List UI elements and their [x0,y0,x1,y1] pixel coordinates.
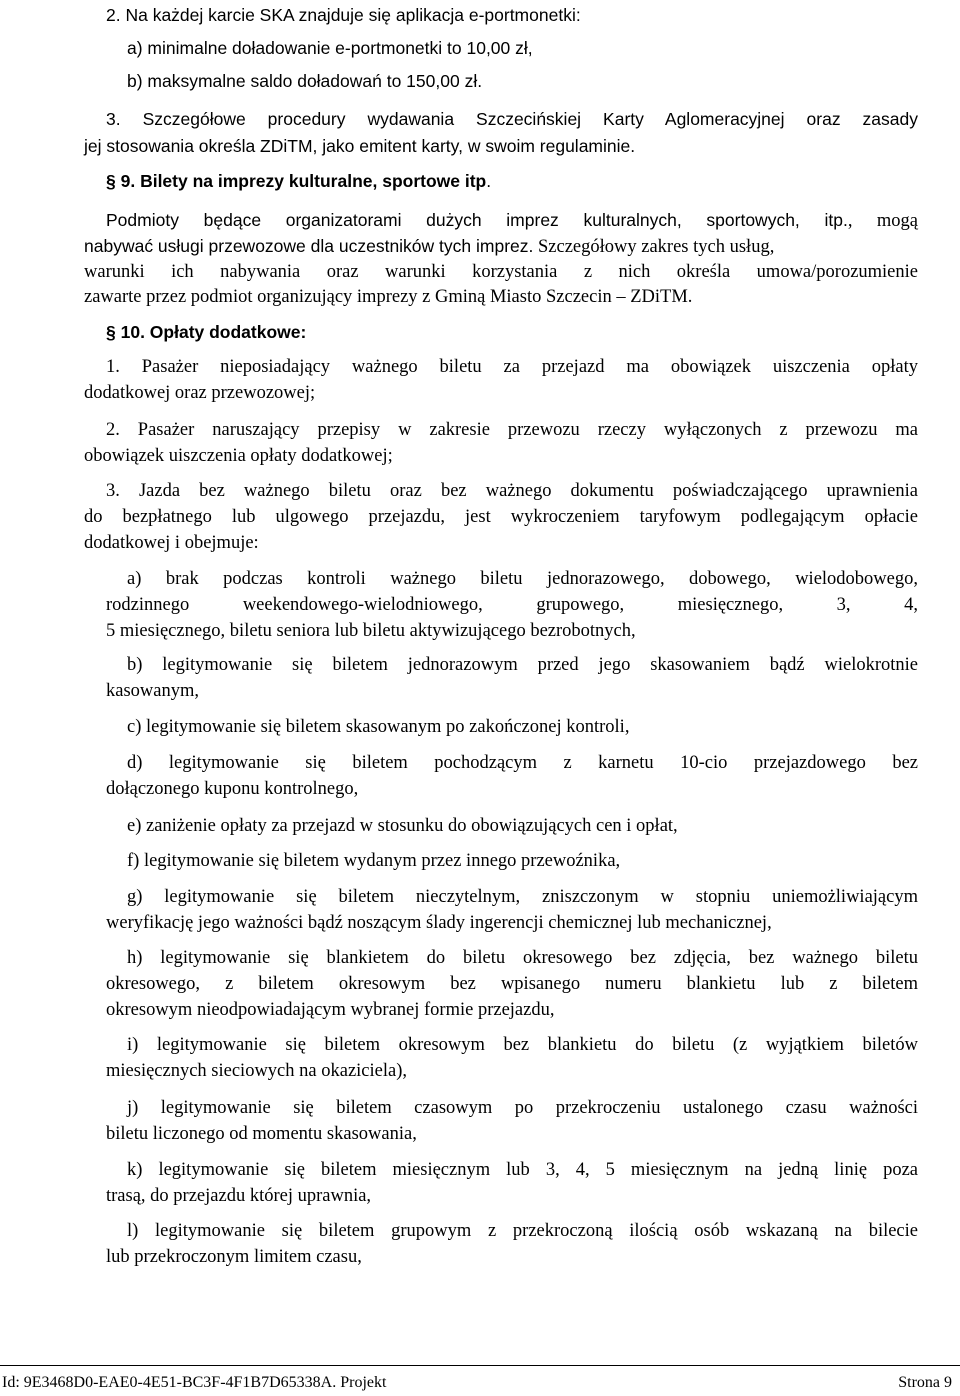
subitem-i-line1: i) legitymowanie się biletem okresowym bez blankietu do biletu (z wyjątkiem biletów [127,1035,918,1055]
point-2a-text: a) minimalne doładowanie e-portmonetki to 10,00 zł, [127,38,533,58]
item-2-line1: 2. Pasażer naruszający przepisy w zakresie przewozu rzeczy wyłączonych z przewozu ma [106,420,918,440]
subitem-h-line3: okresowym nieodpowiadającym wybranej formie przejazdu, [106,1000,555,1020]
point-3-line2: jej stosowania określa ZDiTM, jako emitent karty, w swoim regulaminie. [84,136,636,156]
section-10-heading: § 10. Opłaty dodatkowe: [106,322,307,342]
section-9-heading: § 9. Bilety na imprezy kulturalne, sportowe itp. [106,171,492,191]
subitem-g-line2: weryfikację jego ważności bądź noszącym ślady ingerencji chemicznej lub mechanicznej, [106,913,772,933]
subitem-a-line3: 5 miesięcznego, biletu seniora lub biletu aktywizującego bezrobotnych, [106,621,636,641]
subitem-d-line1: d) legitymowanie się biletem pochodzącym z karnetu 10-cio przejazdowego bez [127,753,918,773]
subitem-g-line1: g) legitymowanie się biletem nieczytelnym, zniszczonym w stopniu uniemożliwiającym [127,887,918,907]
section-9-para-line3: warunki ich nabywania oraz warunki korzystania z nich określa umowa/porozumienie [84,262,918,282]
subitem-h-line2: okresowego, z biletem okresowym bez wpisanego numeru blankietu lub z biletem [106,974,918,994]
section-sign: § [106,171,121,191]
subitem-k-line2: trasą, do przejazdu której uprawnia, [106,1186,372,1206]
item-1-line2: dodatkowej oraz przewozowej; [84,383,316,403]
subitem-i-line2: miesięcznych sieciowych na okaziciela), [106,1061,407,1081]
section-sign: § [106,322,121,342]
item-2-line2: obowiązek uiszczenia opłaty dodatkowej; [84,446,393,466]
subitem-a-line2: rodzinnego weekendowego-wielodniowego, grupowego, miesięcznego, 3, 4, [106,595,918,615]
section-9-para-line2: nabywać usługi przewozowe dla uczestników tych imprez. Szczegółowy zakres tych usług, [84,236,775,257]
item-3-line1: 3. Jazda bez ważnego biletu oraz bez ważnego dokumentu poświadczającego uprawnienia [106,481,918,501]
item-1-line1: 1. Pasażer nieposiadający ważnego biletu za przejazd ma obowiązek uiszczenia opłaty [106,357,918,377]
subitem-d-line2: dołączonego kuponu kontrolnego, [106,779,359,799]
footer-divider [0,1365,960,1366]
point-2-text: 2. Na każdej karcie SKA znajduje się aplikacja e-portmonetki: [106,5,581,25]
section-9-para-line4: zawarte przez podmiot organizujący imprezy z Gminą Miasto Szczecin – ZDiTM. [84,287,693,307]
subitem-l-line1: l) legitymowanie się biletem grupowym z przekroczoną ilością osób wskazaną na bilecie [127,1221,918,1241]
subitem-h-line1: h) legitymowanie się blankietem do biletu okresowego bez zdjęcia, bez ważnego biletu [127,948,918,968]
subitem-k-line1: k) legitymowanie się biletem miesięcznym lub 3, 4, 5 miesięcznym na jedną linię poza [127,1160,918,1180]
subitem-b-line1: b) legitymowanie się biletem jednorazowym przed jego skasowaniem bądź wielokrotnie [127,655,918,675]
subitem-b-line2: kasowanym, [106,681,199,701]
footer-page-number: Strona 9 [898,1374,952,1391]
item-3-line2: do bezpłatnego lub ulgowego przejazdu, jest wykroczeniem taryfowym podlegającym opłacie [84,507,918,527]
subitem-c-line1: c) legitymowanie się biletem skasowanym po zakończonej kontroli, [127,717,630,737]
subitem-j-line2: biletu liczonego od momentu skasowania, [106,1124,417,1144]
subitem-j-line1: j) legitymowanie się biletem czasowym po przekroczeniu ustalonego czasu ważności [127,1098,918,1118]
subitem-f-line1: f) legitymowanie się biletem wydanym przez innego przewoźnika, [127,851,621,871]
subitem-a-line1: a) brak podczas kontroli ważnego biletu jednorazowego, dobowego, wielodobowego, [127,569,918,589]
point-3-line1: 3. Szczegółowe procedury wydawania Szczecińskiej Karty Aglomeracyjnej oraz zasady [106,109,918,129]
footer-document-id: Id: 9E3468D0-EAE0-4E51-BC3F-4F1B7D65338A. Projekt [2,1374,387,1391]
section-9-para-line1: Podmioty będące organizatorami dużych imprez kulturalnych, sportowych, itp., mogą [106,210,919,231]
point-2b-text: b) maksymalne saldo doładowań to 150,00 zł. [127,71,483,91]
subitem-e-line1: e) zaniżenie opłaty za przejazd w stosunku do obowiązujących cen i opłat, [127,816,678,836]
item-3-line3: dodatkowej i obejmuje: [84,533,259,553]
subitem-l-line2: lub przekroczonym limitem czasu, [106,1247,362,1267]
